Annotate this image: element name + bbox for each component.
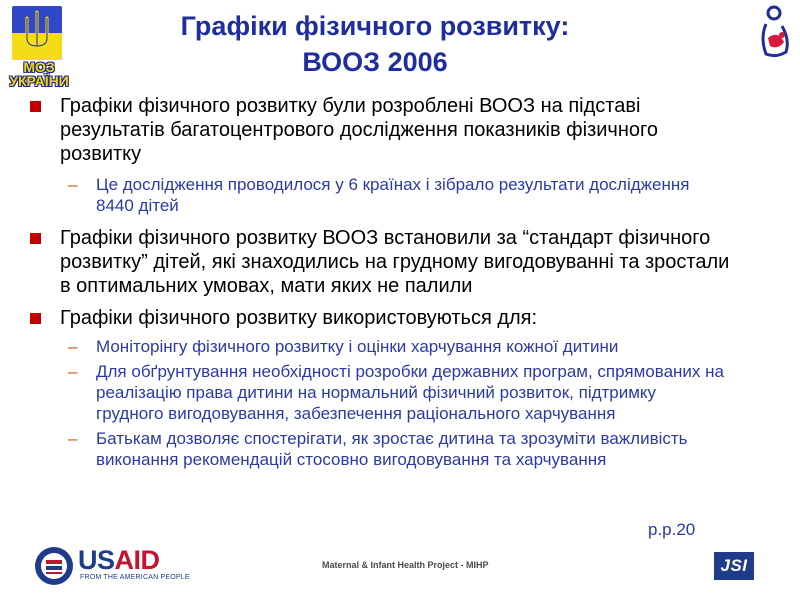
usaid-us: US	[78, 545, 115, 575]
bullet-text: Графіки фізичного розвитку використовуються для:	[60, 307, 538, 329]
bullet-item	[24, 306, 744, 330]
page-reference: p.p.20	[648, 520, 696, 539]
square-bullet-icon	[30, 313, 41, 324]
moz-line-2: УКРАЇНИ	[9, 73, 69, 89]
sub-bullet-item	[24, 174, 744, 216]
usaid-seal-icon	[34, 546, 74, 586]
bullet-item	[24, 94, 744, 166]
bullet-text: Графіки фізичного розвитку ВООЗ встановили за “стандарт фізичного розвитку” дітей, які знаходились на грудному вигодовуванні та зростали в оптимальних умовах, мати яких не палили	[60, 227, 730, 297]
jsi-logo: JSI	[714, 552, 754, 580]
project-footer: Maternal & Infant Health Project - MIHP	[322, 560, 489, 570]
dash-bullet-icon: –	[68, 337, 78, 356]
dash-bullet-icon: –	[68, 175, 78, 194]
dash-bullet-icon: –	[68, 362, 78, 381]
slide-title	[80, 8, 670, 80]
usaid-tagline: FROM THE AMERICAN PEOPLE	[80, 574, 190, 581]
sub-bullet-item	[24, 428, 744, 470]
sub-bullet-text: Для обґрунтування необхідності розробки державних програм, спрямованих на реалізацію права дитини на нормальний фізичний розвиток, підтримку грудного вигодовування, забезпечення раціонального харчування	[96, 362, 724, 423]
trident-coat-of-arms-icon	[12, 6, 62, 60]
moz-label	[6, 60, 72, 88]
square-bullet-icon	[30, 233, 41, 244]
bullet-item	[24, 226, 744, 298]
title-line-1: Графіки фізичного розвитку:	[180, 11, 570, 41]
usaid-wordmark	[78, 546, 160, 574]
sub-bullet-text: Моніторінгу фізичного розвитку і оцінки харчування кожної дитини	[96, 337, 619, 356]
moz-line-1: МОЗ	[23, 59, 55, 75]
sub-bullet-text: Це дослідження проводилося у 6 країнах і зібрало результати дослідження 8440 дітей	[96, 175, 690, 215]
title-line-2: ВООЗ 2006	[302, 47, 448, 77]
slide-body	[24, 94, 744, 470]
sub-bullet-text: Батькам дозволяє спостерігати, як зростає дитина та зрозуміти важливість виконання рекомендацій стосовно вигодовування та харчування	[96, 429, 688, 469]
mother-child-icon	[754, 4, 794, 60]
usaid-aid: AID	[114, 545, 160, 575]
sub-bullet-item	[24, 336, 744, 357]
moz-logo	[6, 4, 68, 94]
bullet-text: Графіки фізичного розвитку були розроблені ВООЗ на підставі результатів багатоцентрового дослідження показників фізичного розвитку	[60, 95, 658, 165]
dash-bullet-icon: –	[68, 429, 78, 448]
square-bullet-icon	[30, 101, 41, 112]
sub-bullet-item	[24, 361, 744, 424]
